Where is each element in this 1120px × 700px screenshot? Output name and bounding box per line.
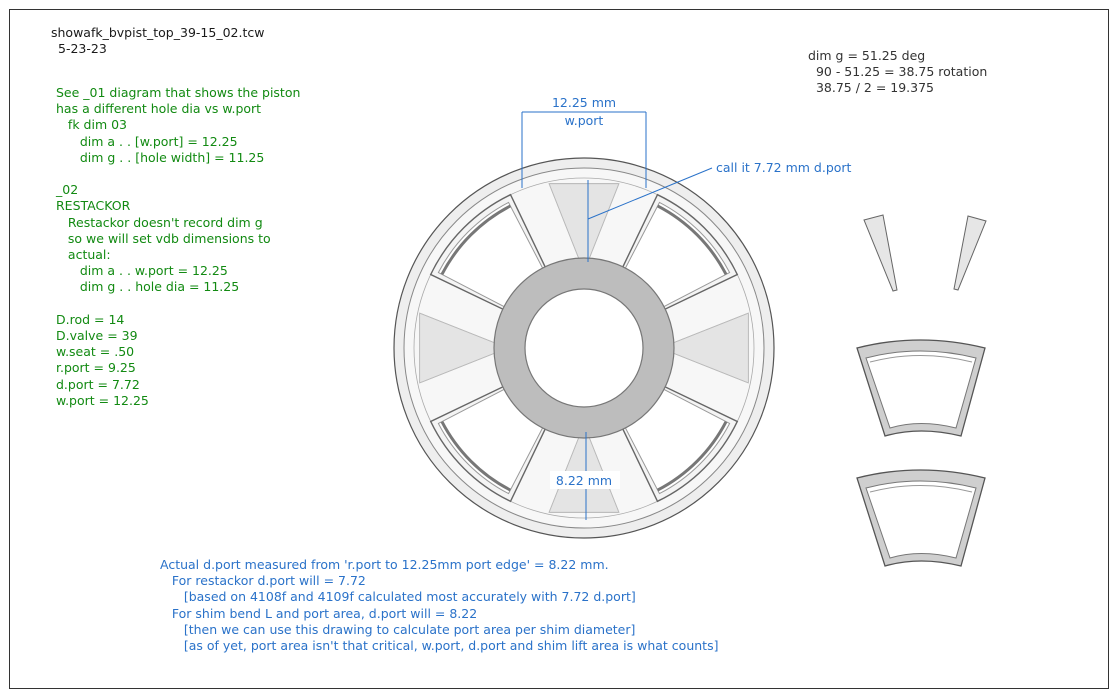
- green-note-line: r.port = 9.25: [56, 360, 136, 376]
- green-note-line: has a different hole dia vs w.port: [56, 101, 262, 117]
- angle-note-line: dim g = 51.25 deg: [808, 48, 926, 63]
- web-wedge-detail-left: [864, 215, 897, 291]
- green-note-line: D.valve = 39: [56, 328, 138, 343]
- green-note-line: dim g . . hole dia = 11.25: [56, 279, 240, 295]
- green-note-line: fk dim 03: [56, 117, 127, 133]
- green-note-line: so we will set vdb dimensions to: [56, 230, 271, 246]
- blue-note-line: [then we can use this drawing to calculate port area per shim diameter]: [160, 621, 636, 637]
- blue-note-line: For shim bend L and port area, d.port will = 8.22: [160, 605, 478, 621]
- blue-note-line: For restackor d.port will = 7.72: [160, 573, 366, 589]
- green-note-line: See _01 diagram that shows the piston: [56, 85, 301, 100]
- web-wedge-detail-right: [954, 216, 986, 290]
- file-date: 5-23-23: [58, 41, 107, 56]
- angle-note-line: 38.75 / 2 = 19.375: [808, 80, 935, 95]
- green-note-line: actual:: [56, 247, 111, 262]
- green-note-line: w.seat = .50: [56, 344, 135, 360]
- green-note-line: RESTACKOR: [56, 198, 131, 214]
- port-shape-detail: [857, 340, 985, 436]
- side-detail-parts: [857, 215, 986, 566]
- green-note-line: dim g . . [hole width] = 11.25: [56, 149, 265, 165]
- blue-note-line: [as of yet, port area isn't that critical, w.port, d.port and shim lift area is what counts]: [160, 638, 719, 653]
- dport-measured-label: 8.22 mm: [555, 473, 613, 488]
- blue-note-line: [based on 4108f and 4109f calculated most accurately with 7.72 d.port]: [160, 589, 636, 605]
- green-note-line: dim a . . w.port = 12.25: [56, 263, 228, 279]
- wport-value-label: 12.25 mm: [551, 95, 617, 110]
- green-note-line: Restackor doesn't record dim g: [56, 214, 263, 230]
- wport-name-label: w.port: [564, 113, 604, 128]
- green-note-line: dim a . . [w.port] = 12.25: [56, 133, 238, 149]
- angle-note-line: 90 - 51.25 = 38.75 rotation: [808, 64, 988, 79]
- rod-bore: [525, 289, 643, 407]
- green-note-line: D.rod = 14: [56, 311, 125, 327]
- green-note-line: d.port = 7.72: [56, 376, 140, 392]
- port-shape-detail: [857, 470, 985, 566]
- green-note-line: w.port = 12.25: [56, 392, 149, 408]
- blue-note-line: Actual d.port measured from 'r.port to 12.25mm port edge' = 8.22 mm.: [160, 557, 609, 572]
- green-note-line: _02: [56, 182, 79, 198]
- dport-callout-label: call it 7.72 mm d.port: [716, 160, 852, 175]
- file-name: showafk_bvpist_top_39-15_02.tcw: [51, 25, 265, 40]
